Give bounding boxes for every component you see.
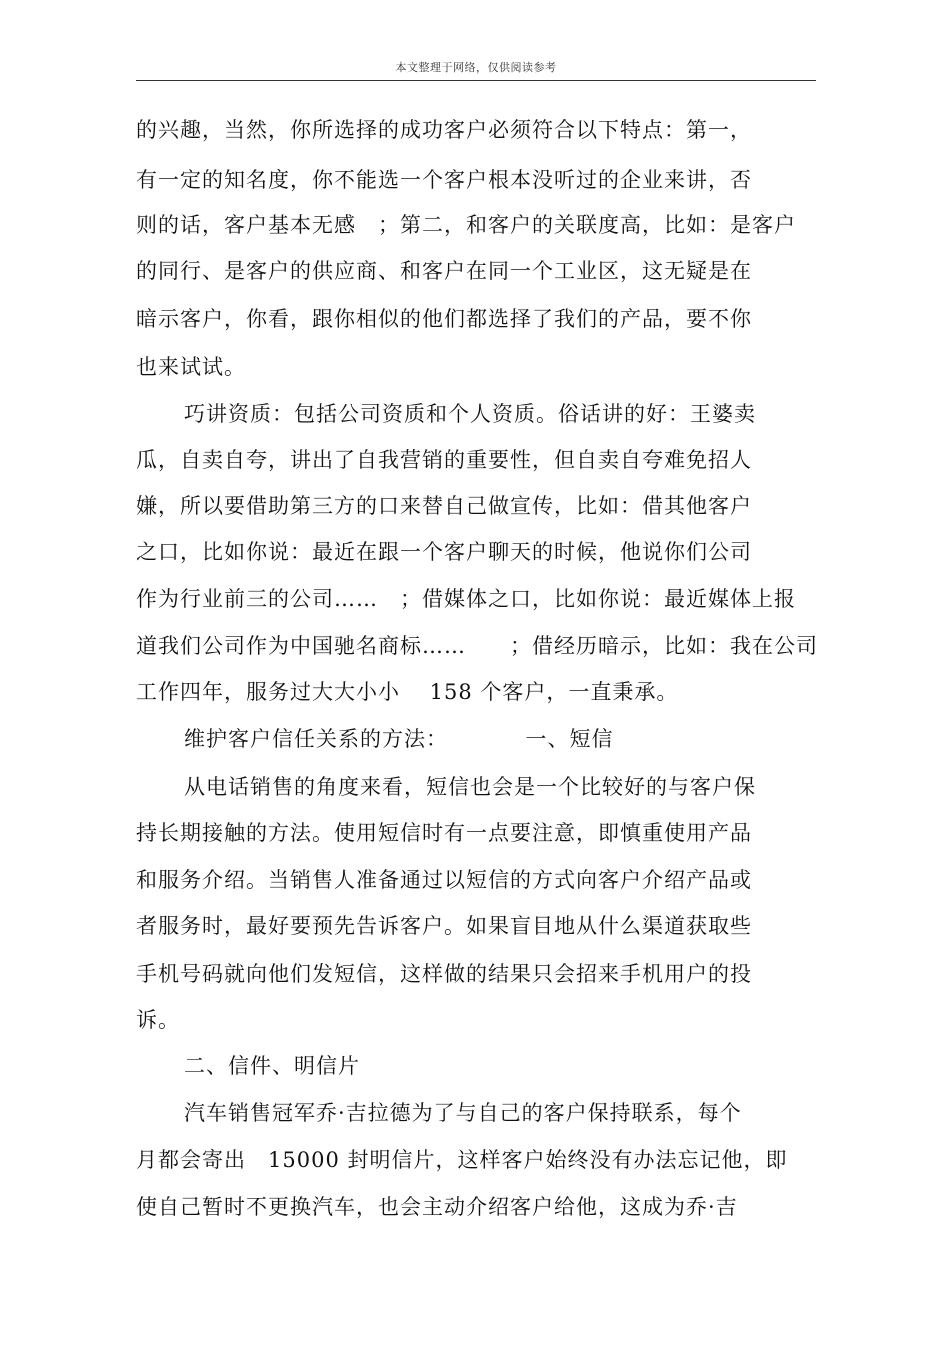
text-line: 二、信件、明信片 bbox=[184, 1054, 360, 1078]
text-line: 之口，比如你说：最近在跟一个客户聊天的时候，他说你们公司 bbox=[136, 540, 752, 564]
text-line: 汽车销售冠军乔·吉拉德为了与自己的客户保持联系，每个 bbox=[184, 1101, 742, 1125]
text-line: 月都会寄出 15000 封明信片，这样客户始终没有办法忘记他，即 bbox=[136, 1148, 788, 1172]
text-line: 工作四年，服务过大大小小 158 个客户，一直秉承。 bbox=[136, 680, 679, 704]
text-line: 暗示客户，你看，跟你相似的他们都选择了我们的产品，要不你 bbox=[136, 307, 752, 331]
text-line: 持长期接触的方法。使用短信时有一点要注意，即慎重使用产品 bbox=[136, 821, 752, 845]
text-line: 的兴趣，当然，你所选择的成功客户必须符合以下特点：第一， bbox=[136, 118, 752, 142]
text-line: 道我们公司作为中国驰名商标…… ；借经历暗示，比如：我在公司 bbox=[136, 634, 818, 658]
page-header: 本文整理于网络，仅供阅读参考 bbox=[395, 61, 557, 74]
text-line: 作为行业前三的公司…… ；借媒体之口，比如你说：最近媒体上报 bbox=[136, 587, 796, 611]
text-line: 巧讲资质：包括公司资质和个人资质。俗话讲的好：王婆卖 bbox=[184, 402, 756, 426]
text-line: 有一定的知名度，你不能选一个客户根本没听过的企业来讲，否 bbox=[136, 168, 752, 192]
text-line: 手机号码就向他们发短信，这样做的结果只会招来手机用户的投 bbox=[136, 962, 752, 986]
text-line: 的同行、是客户的供应商、和客户在同一个工业区，这无疑是在 bbox=[136, 259, 752, 283]
text-line: 维护客户信任关系的方法： 一、短信 bbox=[184, 727, 614, 751]
text-line: 使自己暂时不更换汽车，也会主动介绍客户给他，这成为乔·吉 bbox=[136, 1195, 738, 1219]
text-line: 诉。 bbox=[136, 1008, 180, 1032]
text-line: 瓜，自卖自夸，讲出了自我营销的重要性，但自卖自夸难免招人 bbox=[136, 448, 752, 472]
text-line: 嫌，所以要借助第三方的口来替自己做宣传，比如：借其他客户 bbox=[136, 494, 752, 518]
text-line: 也来试试。 bbox=[136, 355, 246, 379]
text-line: 从电话销售的角度来看，短信也会是一个比较好的与客户保 bbox=[184, 775, 756, 799]
text-line: 和服务介绍。当销售人准备通过以短信的方式向客户介绍产品或 bbox=[136, 868, 752, 892]
text-line: 则的话，客户基本无感 ；第二，和客户的关联度高，比如：是客户 bbox=[136, 213, 796, 237]
text-line: 者服务时，最好要预先告诉客户。如果盲目地从什么渠道获取些 bbox=[136, 914, 752, 938]
